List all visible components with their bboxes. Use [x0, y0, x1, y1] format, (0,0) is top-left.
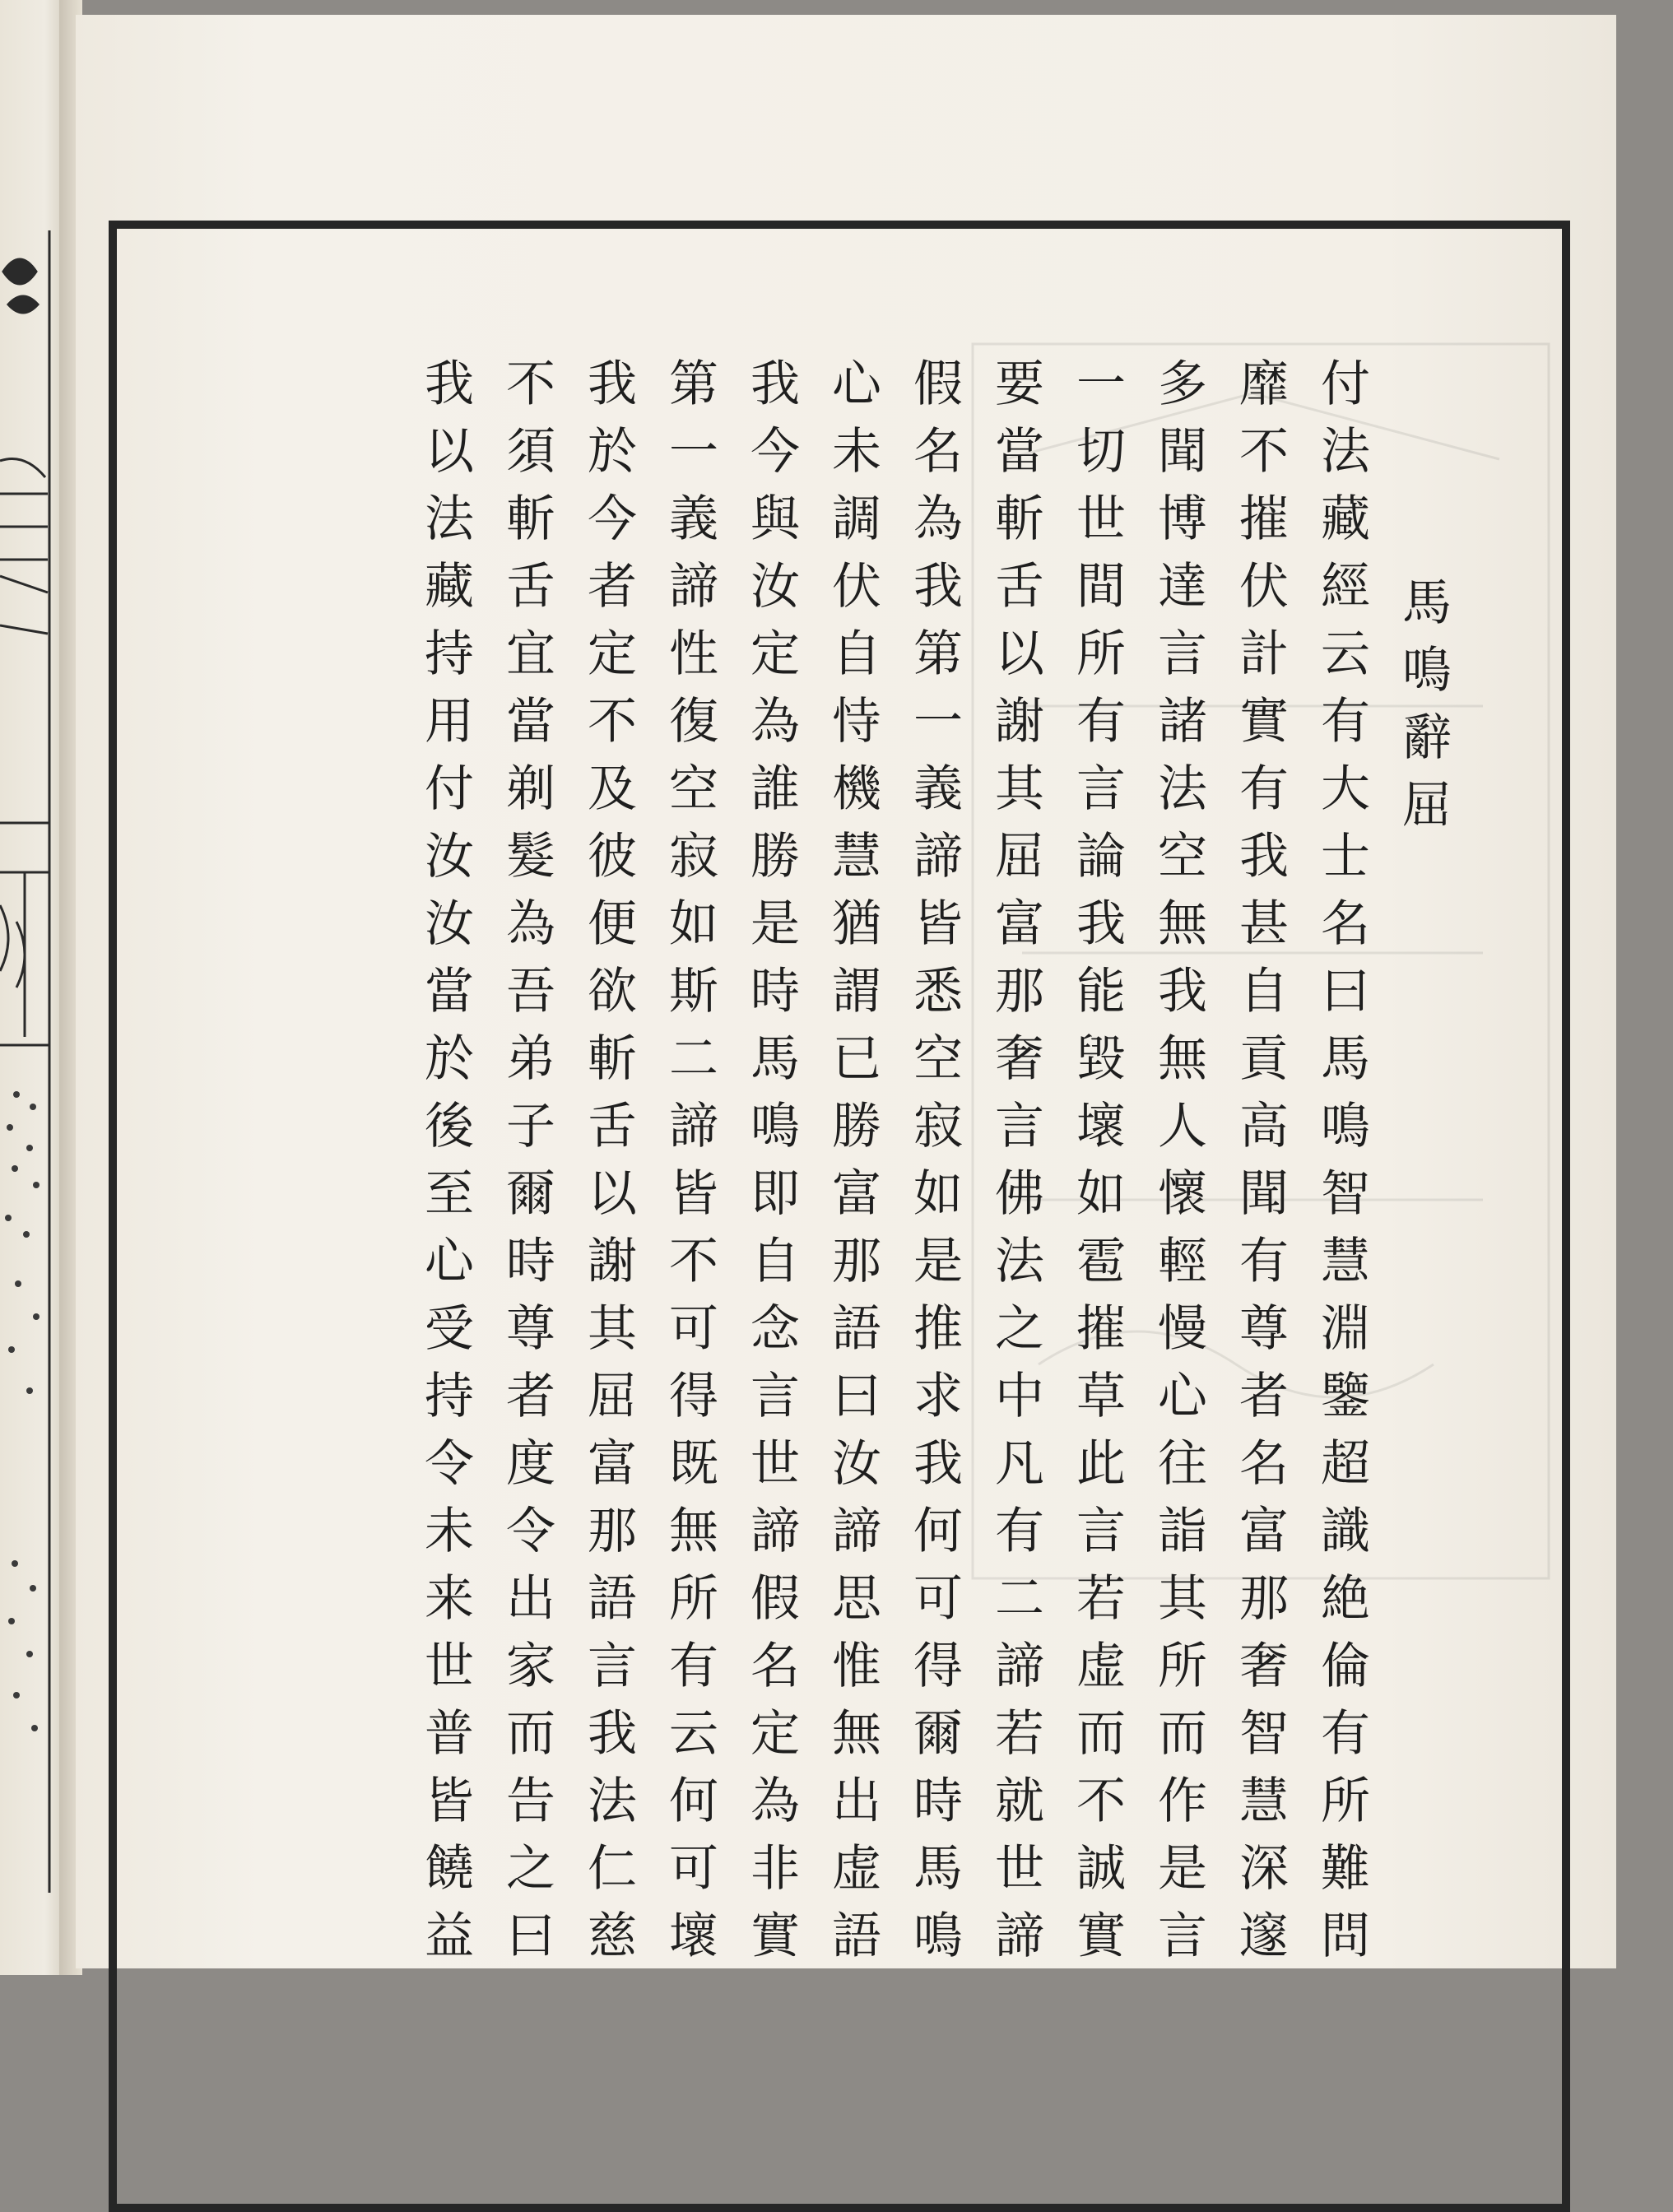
text-column: 我於今者定不及彼便欲斬舌以謝其屈富那語言我法仁慈	[579, 357, 637, 1977]
text-column: 靡不摧伏計實有我甚自貢高聞有尊者名富那奢智慧深邃	[1231, 357, 1289, 1977]
text-column: 心未調伏自恃機慧猶謂已勝富那語曰汝諦思惟無出虚語	[824, 357, 881, 1977]
section-title: 馬鳴辭屈	[1394, 576, 1452, 846]
text-column: 假名為我第一義諦皆悉空寂如是推求我何可得爾時馬鳴	[905, 357, 963, 1977]
book-page	[76, 15, 1616, 1977]
text-column: 多聞博達言諸法空無我無人懷輕慢心往詣其所而作是言	[1150, 357, 1207, 1977]
previous-page-illustration	[0, 0, 54, 1975]
previous-page-edge	[0, 0, 64, 1975]
text-column: 我今與汝定為誰勝是時馬鳴即自念言世諦假名定為非實	[742, 357, 800, 1977]
text-column: 第一義諦性復空寂如斯二諦皆不可得既無所有云何可壞	[661, 357, 718, 1977]
vertical-text-block	[323, 328, 1452, 1977]
text-column: 付法藏經云有大士名曰馬鳴智慧淵鑒超識絶倫有所難問	[1313, 357, 1370, 1977]
text-column: 我以法藏持用付汝汝當於後至心受持令未来世普皆饒益	[416, 357, 474, 1977]
text-column: 不須斬舌宜當剃髮為吾弟子爾時尊者度令出家而告之曰	[498, 357, 555, 1977]
text-column: 要當斬舌以謝其屈富那奢言佛法之中凡有二諦若就世諦	[987, 357, 1044, 1977]
text-column: 一切世間所有言論我能毀壞如雹摧草此言若虚而不誠實	[1068, 357, 1126, 1977]
